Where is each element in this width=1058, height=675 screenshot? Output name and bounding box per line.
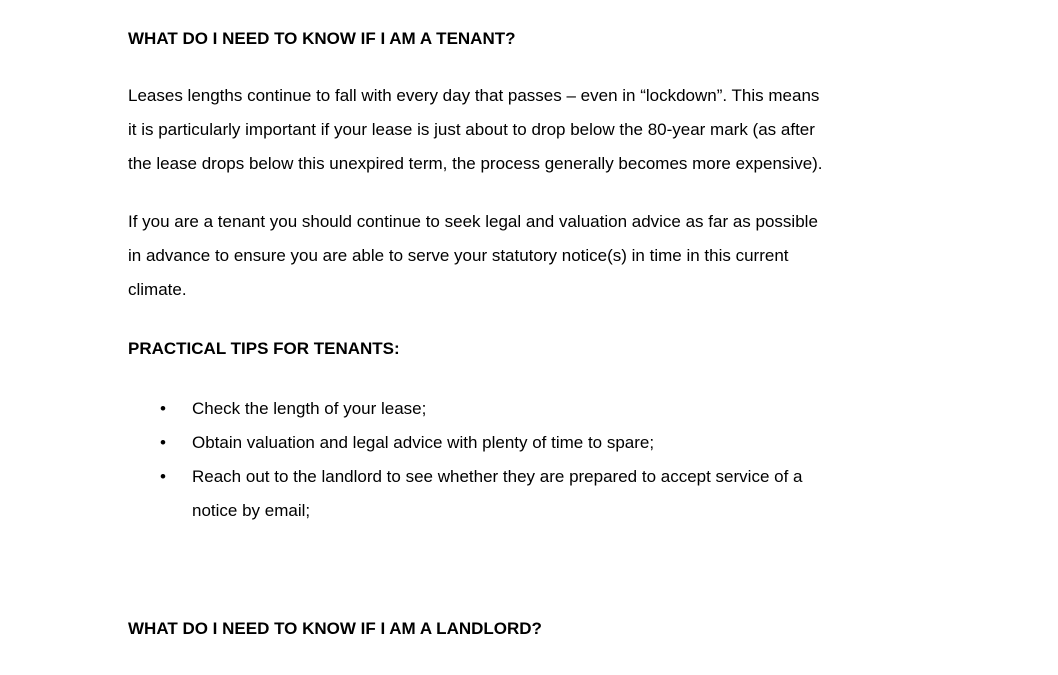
list-item xyxy=(128,426,938,460)
paragraph-line: in advance to ensure you are able to serve your statutory notice(s) in time in this current xyxy=(128,246,789,265)
list-item xyxy=(128,460,938,528)
list-item xyxy=(128,392,938,426)
tenant-section-heading: WHAT DO I NEED TO KNOW IF I AM A TENANT? xyxy=(128,29,516,48)
bullet-icon: • xyxy=(160,433,166,452)
paragraph-line: it is particularly important if your lease is just about to drop below the 80-year mark (as after xyxy=(128,120,815,139)
lease-length-paragraph xyxy=(128,79,938,181)
tips-section-heading: PRACTICAL TIPS FOR TENANTS: xyxy=(128,339,400,358)
tips-list xyxy=(128,392,938,528)
list-item-text: Check the length of your lease; xyxy=(192,399,427,418)
paragraph-line: climate. xyxy=(128,280,187,299)
paragraph-line: Leases lengths continue to fall with every day that passes – even in “lockdown”. This means xyxy=(128,86,820,105)
bullet-icon: • xyxy=(160,399,166,418)
landlord-section-heading: WHAT DO I NEED TO KNOW IF I AM A LANDLORD? xyxy=(128,619,542,638)
paragraph-line: the lease drops below this unexpired term, the process generally becomes more expensive). xyxy=(128,154,823,173)
bullet-icon: • xyxy=(160,467,166,486)
list-item-text: Reach out to the landlord to see whether they are prepared to accept service of a xyxy=(192,467,803,486)
list-item-text: notice by email; xyxy=(192,501,311,520)
tenant-advice-paragraph xyxy=(128,205,938,307)
list-item-text: Obtain valuation and legal advice with plenty of time to spare; xyxy=(192,433,655,452)
paragraph-line: If you are a tenant you should continue to seek legal and valuation advice as far as possible xyxy=(128,212,818,231)
